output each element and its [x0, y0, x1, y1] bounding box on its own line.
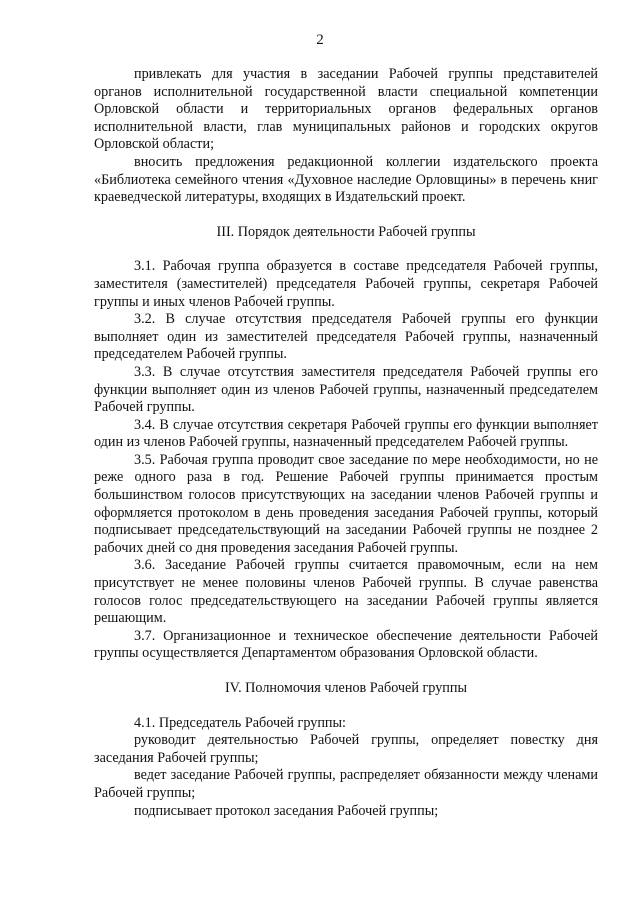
clause-4-1-conduct: ведет заседание Рабочей группы, распределяет обязанности между членами Рабочей группы;: [94, 767, 598, 801]
paragraph-involve-representatives: привлекать для участия в заседании Рабочей группы представителей органов исполнительной государственной власти специальной компетенции Орловской области и территориальных органов федеральных органов исполнительной власти, глав муниципальных районов и городских округов Орловской области;: [94, 66, 598, 153]
section-heading-iii: III. Порядок деятельности Рабочей группы: [216, 223, 476, 240]
document-body: [94, 66, 598, 820]
clause-4-1-sign: подписывает протокол заседания Рабочей группы;: [134, 802, 439, 819]
clause-3-4: 3.4. В случае отсутствия секретаря Рабочей группы его функции выполняет один из членов Рабочей группы, назначенный председателем Рабочей группы.: [94, 416, 598, 451]
clause-3-7: 3.7. Организационное и техническое обеспечение деятельности Рабочей группы осуществляется Департаментом образования Орловской области.: [94, 627, 598, 662]
clause-3-1: 3.1. Рабочая группа образуется в составе председателя Рабочей группы, заместителя (заместителей) председателя Рабочей группы, секретаря Рабочей группы и иных членов Рабочей группы.: [94, 258, 598, 310]
clause-3-2: 3.2. В случае отсутствия председателя Рабочей группы его функции выполняет один из заместителей председателя Рабочей группы, назначенный председателем Рабочей группы.: [94, 311, 598, 363]
clause-3-5: 3.5. Рабочая группа проводит свое заседание по мере необходимости, но не реже одного раза в год. Решение Рабочей группы принимается простым большинством голосов присутствующих на заседании членов Рабочей группы и оформляется протоколом в день проведения заседания Рабочей группы, который подписывает председательствующий на заседании Рабочей группы не позднее 2 рабочих дней со дня проведения заседания Рабочей группы.: [94, 451, 598, 556]
clause-3-6: 3.6. Заседание Рабочей группы считается правомочным, если на нем присутствует не менее половины членов Рабочей группы. В случае равенства голосов голос председательствующего на заседании Рабочей группы является решающим.: [94, 557, 598, 627]
clause-4-1: 4.1. Председатель Рабочей группы:: [134, 714, 347, 731]
clause-4-1-agenda: руководит деятельностью Рабочей группы, определяет повестку дня заседания Рабочей группы;: [94, 732, 598, 766]
paragraph-submit-proposals: вносить предложения редакционной коллегии издательского проекта «Библиотека семейного чтения «Духовное наследие Орловщины» в перечень книг краеведческой литературы, входящих в Издательский проект.: [94, 153, 598, 206]
page-number: 2: [316, 32, 324, 48]
clause-3-3: 3.3. В случае отсутствия заместителя председателя Рабочей группы его функции выполняет один из членов Рабочей группы, назначенный председателем Рабочей группы.: [94, 363, 598, 416]
section-heading-iv: IV. Полномочия членов Рабочей группы: [224, 680, 468, 696]
